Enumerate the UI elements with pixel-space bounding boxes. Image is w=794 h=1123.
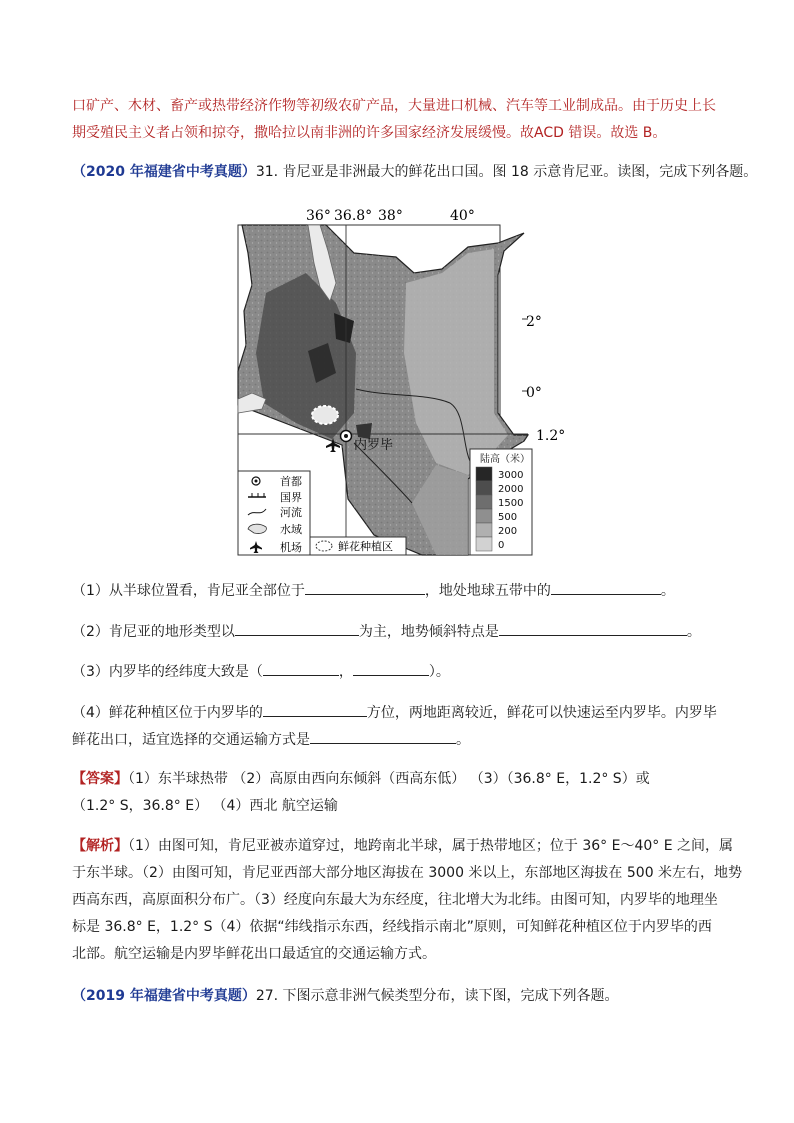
elevation-swatch xyxy=(476,481,492,495)
elevation-level-label: 500 xyxy=(498,512,518,523)
subquestion-3 xyxy=(72,661,450,682)
elevation-level-label: 3000 xyxy=(498,470,524,481)
analysis-line-3: 西高东西，高原面积分布广。（3）经度向东最大为东经度，往北增大为北纬。由图可知，内罗毕的地理坐 xyxy=(72,892,718,908)
flower-legend-label: 鲜花种植区 xyxy=(338,540,393,553)
capital-dot xyxy=(344,434,348,438)
lon-label-40: 40° xyxy=(450,208,475,224)
answer-blank[interactable] xyxy=(263,661,339,676)
question-source: （2019 年福建省中考真题） xyxy=(72,988,256,1004)
subquestion-4-text-d: 。 xyxy=(456,732,470,748)
subquestion-4-cont xyxy=(72,729,470,750)
answer-blank[interactable] xyxy=(310,729,456,744)
answer-line-1 xyxy=(72,769,650,789)
analysis-line-1 xyxy=(72,836,733,856)
subquestion-3-text-c: ）。 xyxy=(428,664,450,680)
elevation-level-label: 2000 xyxy=(498,484,524,495)
answer-blank[interactable] xyxy=(353,661,429,676)
answer-tag: 【答案】 xyxy=(72,771,128,787)
answer-blank[interactable] xyxy=(263,702,367,717)
answer-blank[interactable] xyxy=(551,580,661,595)
lon-label-38: 38° xyxy=(378,208,403,224)
subquestion-2-text-b: 为主，地势倾斜特点是 xyxy=(358,624,499,640)
elevation-swatch xyxy=(476,523,492,537)
subquestion-1 xyxy=(72,580,675,601)
elevation-level-label: 200 xyxy=(498,526,518,537)
question-source: （2020 年福建省中考真题） xyxy=(72,164,256,180)
answer-line-2: （1.2° S，36.8° E） （4）西北 航空运输 xyxy=(72,798,338,814)
answer-text-1: （1）东半球热带 （2）高原由西向东倾斜（西高东低） （3）（36.8° E，1.2° S）或 xyxy=(128,771,650,787)
answer-blank[interactable] xyxy=(235,621,359,636)
elevation-level-label: 0 xyxy=(498,540,505,551)
question-text: 31. 肯尼亚是非洲最大的鲜花出口国。图 18 示意肯尼亚。读图，完成下列各题。 xyxy=(255,164,758,180)
subquestion-4-text-b: 方位，两地距离较近，鲜花可以快速运至内罗毕。内罗毕 xyxy=(366,705,717,721)
subquestion-4-text-c: 鲜花出口，适宜选择的交通运输方式是 xyxy=(72,732,310,748)
analysis-text-1: （1）由图可知，肯尼亚被赤道穿过，地跨南北半球，属于热带地区；位于 36° E～40° E 之间，属 xyxy=(128,838,734,854)
kenya-map xyxy=(236,203,566,559)
subquestion-3-text-a: （3）内罗毕的经纬度大致是（ xyxy=(72,664,263,680)
elevation-swatch xyxy=(476,495,492,509)
answer-blank[interactable] xyxy=(305,580,425,595)
legend-water-label: 水域 xyxy=(280,523,302,536)
legend-capital-label: 首都 xyxy=(280,475,302,488)
analysis-line-2: 于东半球。（2）由图可知，肯尼亚西部大部分地区海拔在 3000 米以上，东部地区海拔在 500 米左右，地势 xyxy=(72,865,743,881)
subquestion-1-text-b: ，地处地球五带中的 xyxy=(424,583,551,599)
elevation-swatch xyxy=(476,509,492,523)
elevation-legend-title: 陆高（米） xyxy=(480,454,530,465)
subquestion-4-text-a: （4）鲜花种植区位于内罗毕的 xyxy=(72,705,263,721)
flower-area-marker xyxy=(312,406,338,424)
subquestion-2 xyxy=(72,621,701,642)
subquestion-4 xyxy=(72,702,717,723)
kilimanjaro-area xyxy=(356,423,372,439)
lon-label-36-8: 36.8° xyxy=(334,208,373,224)
lon-label-36: 36° xyxy=(306,208,331,224)
nairobi-label: 内罗毕 xyxy=(354,438,394,453)
lat-label-1-2: 1.2° xyxy=(536,428,566,444)
question-31-header xyxy=(72,162,757,182)
prev-answer-line-1: 口矿产、木材、畜产或热带经济作物等初级农矿产品，大量进口机械、汽车等工业制成品。由于历史上长 xyxy=(72,98,716,114)
subquestion-2-text-a: （2）肯尼亚的地形类型以 xyxy=(72,624,235,640)
subquestion-1-text-c: 。 xyxy=(660,583,675,599)
elevation-level-label: 1500 xyxy=(498,498,524,509)
answer-blank[interactable] xyxy=(499,621,687,636)
legend-border-label: 国界 xyxy=(280,491,302,504)
elevation-swatch xyxy=(476,537,492,551)
analysis-line-4: 标是 36.8° E，1.2° S（4）依据“纬线指示东西，经线指示南北”原则，可知鲜花种植区位于内罗毕的西 xyxy=(72,919,712,935)
subquestion-1-text-a: （1）从半球位置看，肯尼亚全部位于 xyxy=(72,583,305,599)
lat-label-0: 0° xyxy=(526,385,542,401)
elevation-swatch xyxy=(476,467,492,481)
question-text: 27. 下图示意非洲气候类型分布，读下图，完成下列各题。 xyxy=(255,988,619,1004)
legend-river-label: 河流 xyxy=(280,506,302,519)
analysis-tag: 【解析】 xyxy=(72,838,128,854)
subquestion-3-text-b: ， xyxy=(338,664,353,680)
analysis-line-5: 北部。航空运输是内罗毕鲜花出口最适宜的交通运输方式。 xyxy=(72,946,436,962)
legend-airport-label: 机场 xyxy=(280,541,302,554)
lat-label-2: 2° xyxy=(526,314,542,330)
prev-answer-line-2: 期受殖民主义者占领和掠夺，撒哈拉以南非洲的许多国家经济发展缓慢。故ACD 错误。故选 B。 xyxy=(72,125,667,141)
question-27-header xyxy=(72,986,619,1006)
subquestion-2-text-c: 。 xyxy=(686,624,701,640)
